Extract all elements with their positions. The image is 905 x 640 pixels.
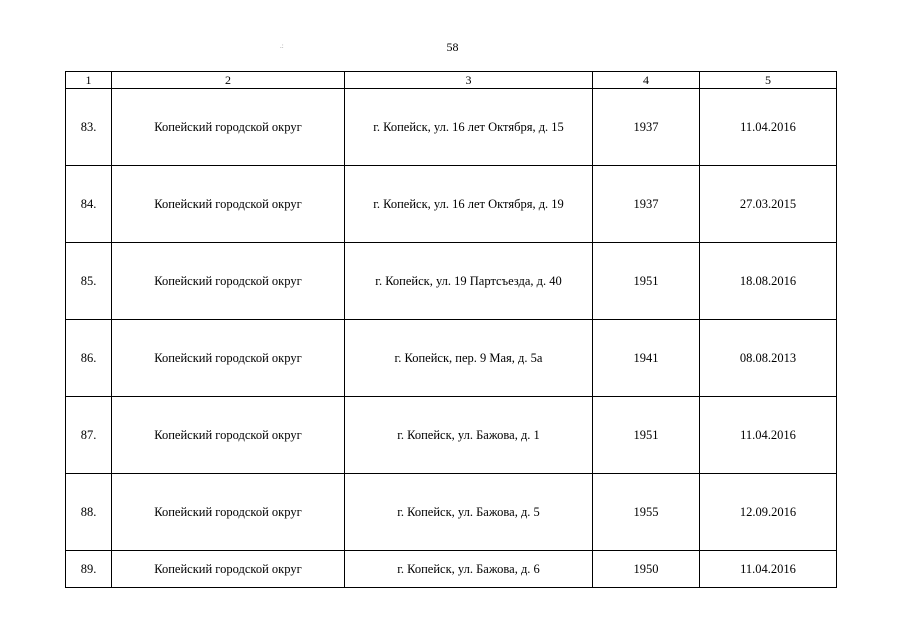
district-cell: Копейский городской округ [112, 320, 345, 397]
district-cell: Копейский городской округ [112, 551, 345, 588]
column-header-1: 1 [66, 72, 112, 89]
address-cell: г. Копейск, ул. 16 лет Октября, д. 15 [345, 89, 593, 166]
year-cell: 1937 [593, 89, 700, 166]
scan-artifact-mark: .: [280, 42, 284, 50]
row-number: 87. [66, 397, 112, 474]
address-cell: г. Копейск, ул. 16 лет Октября, д. 19 [345, 166, 593, 243]
table-row [66, 474, 837, 551]
year-cell: 1937 [593, 166, 700, 243]
housing-registry-table [65, 71, 837, 588]
year-cell: 1951 [593, 397, 700, 474]
table-row [66, 243, 837, 320]
column-header-5: 5 [700, 72, 837, 89]
address-cell: г. Копейск, пер. 9 Мая, д. 5а [345, 320, 593, 397]
row-number: 83. [66, 89, 112, 166]
row-number: 89. [66, 551, 112, 588]
address-cell: г. Копейск, ул. Бажова, д. 1 [345, 397, 593, 474]
table-row [66, 397, 837, 474]
district-cell: Копейский городской округ [112, 397, 345, 474]
year-cell: 1951 [593, 243, 700, 320]
district-cell: Копейский городской округ [112, 474, 345, 551]
address-cell: г. Копейск, ул. 19 Партсъезда, д. 40 [345, 243, 593, 320]
row-number: 86. [66, 320, 112, 397]
row-number: 85. [66, 243, 112, 320]
date-cell: 18.08.2016 [700, 243, 837, 320]
header-row [66, 72, 837, 89]
table-row [66, 551, 837, 588]
column-header-2: 2 [112, 72, 345, 89]
address-cell: г. Копейск, ул. Бажова, д. 6 [345, 551, 593, 588]
date-cell: 08.08.2013 [700, 320, 837, 397]
district-cell: Копейский городской округ [112, 243, 345, 320]
table-row [66, 166, 837, 243]
year-cell: 1941 [593, 320, 700, 397]
page-number: 58 [446, 40, 459, 54]
year-cell: 1955 [593, 474, 700, 551]
address-cell: г. Копейск, ул. Бажова, д. 5 [345, 474, 593, 551]
column-header-4: 4 [593, 72, 700, 89]
table-row [66, 89, 837, 166]
date-cell: 11.04.2016 [700, 89, 837, 166]
column-header-3: 3 [345, 72, 593, 89]
date-cell: 12.09.2016 [700, 474, 837, 551]
date-cell: 11.04.2016 [700, 551, 837, 588]
year-cell: 1950 [593, 551, 700, 588]
table-row [66, 320, 837, 397]
district-cell: Копейский городской округ [112, 166, 345, 243]
date-cell: 11.04.2016 [700, 397, 837, 474]
district-cell: Копейский городской округ [112, 89, 345, 166]
row-number: 84. [66, 166, 112, 243]
date-cell: 27.03.2015 [700, 166, 837, 243]
row-number: 88. [66, 474, 112, 551]
